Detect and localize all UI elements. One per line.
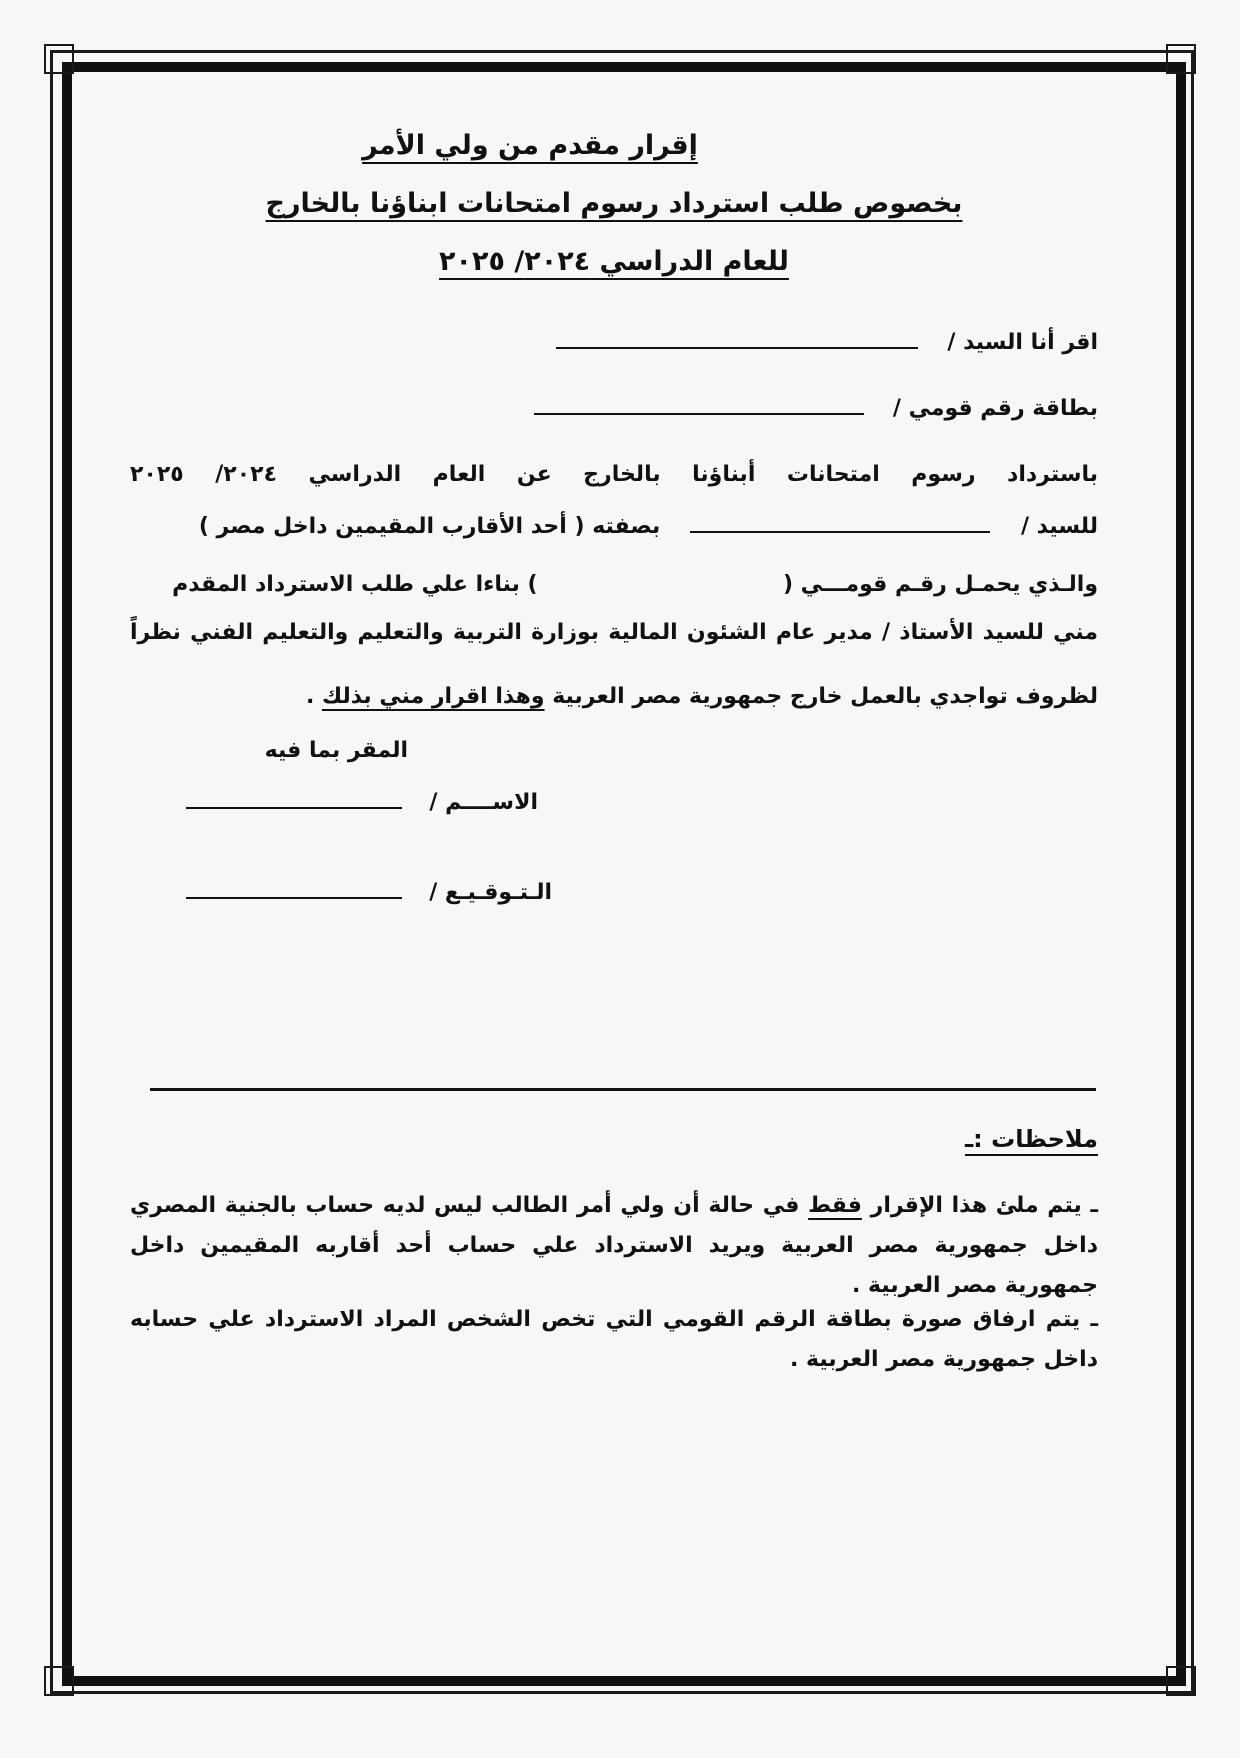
note-2: ـ يتم ارفاق صورة بطاقة الرقم القومي التي تخص الشخص المراد الاسترداد علي حسابه داخل جمهورية مصر العربية . bbox=[130, 1307, 1098, 1372]
note-1-start: ـ يتم ملئ هذا الإقرار bbox=[870, 1193, 1098, 1218]
beneficiary-name-blank[interactable] bbox=[690, 525, 990, 533]
corner-ornament bbox=[44, 44, 74, 74]
corner-ornament bbox=[1166, 44, 1196, 74]
body-line-2 bbox=[199, 514, 1098, 539]
beneficiary-id-label: والـذي يحمـل رقـم قومـــي ( bbox=[782, 572, 1098, 597]
beneficiary-label: للسيد / bbox=[1020, 514, 1098, 539]
corner-ornament bbox=[44, 1666, 74, 1696]
national-id-line bbox=[534, 396, 1098, 421]
beneficiary-capacity: بصفته ( أحد الأقارب المقيمين داخل مصر ) bbox=[198, 514, 661, 539]
academic-year-title: للعام الدراسي ٢٠٢٤/ ٢٠٢٥ bbox=[439, 246, 789, 277]
refund-request-text: ) بناءا علي طلب الاسترداد المقدم bbox=[172, 572, 538, 597]
declarant-line bbox=[556, 330, 1098, 355]
document-page bbox=[120, 120, 1108, 1620]
signature-heading: المقر بما فيه bbox=[264, 738, 408, 763]
note-1 bbox=[130, 1186, 1098, 1306]
signature-label: الـتـوقـيـع / bbox=[429, 880, 552, 905]
signature-blank[interactable] bbox=[186, 891, 402, 899]
body-line-5-text: لظروف تواجدي بالعمل خارج جمهورية مصر العربية bbox=[552, 684, 1098, 709]
name-label: الاســــم / bbox=[429, 790, 538, 815]
signature-line bbox=[186, 880, 552, 905]
note-1-emphasis: فقط bbox=[808, 1193, 862, 1218]
document-subtitle: بخصوص طلب استرداد رسوم امتحانات ابناؤنا بالخارج bbox=[265, 188, 963, 219]
corner-ornament bbox=[1166, 1666, 1196, 1696]
body-line-5-end: . bbox=[305, 684, 315, 709]
body-line-3 bbox=[172, 572, 1098, 597]
declarant-name-blank[interactable] bbox=[556, 341, 918, 349]
name-blank[interactable] bbox=[186, 801, 402, 809]
section-divider bbox=[150, 1088, 1096, 1091]
national-id-blank[interactable] bbox=[534, 407, 864, 415]
declaration-statement: وهذا اقرار مني بذلك bbox=[321, 684, 545, 709]
document-title: إقرار مقدم من ولي الأمر bbox=[362, 130, 698, 161]
note-1-rest: في حالة أن ولي أمر الطالب ليس لديه حساب بالجنية المصري داخل جمهورية مصر العربية ويريد الاسترداد علي حساب أحد أقاربه المقيمين داخل جمهورية مصر العربية . bbox=[130, 1193, 1098, 1298]
name-line bbox=[186, 790, 538, 815]
body-line-5 bbox=[306, 684, 1098, 709]
body-line-4: مني للسيد الأستاذ / مدير عام الشئون المالية بوزارة التربية والتعليم والتعليم الفني نظراً bbox=[130, 620, 1098, 645]
national-id-label: بطاقة رقم قومي / bbox=[892, 396, 1098, 421]
declarant-label: اقر أنا السيد / bbox=[947, 330, 1098, 355]
notes-title: ملاحظات :ـ bbox=[964, 1125, 1098, 1153]
body-line-1: باسترداد رسوم امتحانات أبناؤنا بالخارج عن العام الدراسي ٢٠٢٤/ ٢٠٢٥ bbox=[130, 462, 1098, 487]
